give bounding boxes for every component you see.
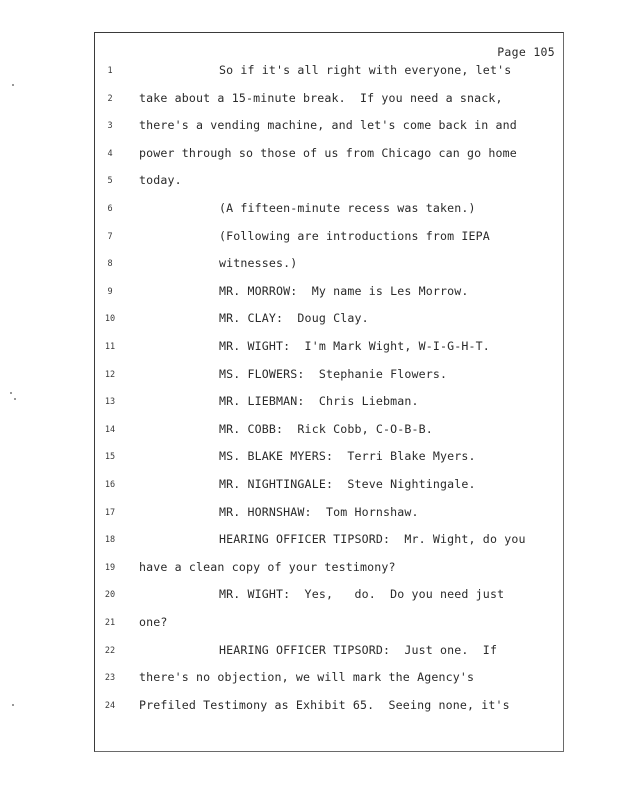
transcript-line [95, 449, 563, 469]
line-text: MR. WIGHT: Yes, do. Do you need just [219, 587, 505, 602]
scan-speck [12, 704, 14, 706]
transcript-line [95, 505, 563, 525]
transcript-line [95, 229, 563, 249]
transcript-line [95, 284, 563, 304]
line-number: 3 [107, 121, 113, 132]
transcript-line [95, 615, 563, 635]
line-text: there's no objection, we will mark the Agency's [139, 670, 475, 685]
transcript-line [95, 118, 563, 138]
line-text: MR. WIGHT: I'm Mark Wight, W-I-G-H-T. [219, 339, 490, 353]
transcript-line [95, 256, 563, 276]
transcript-line [95, 477, 563, 497]
transcript-page [94, 32, 564, 752]
line-text: (Following are introductions from IEPA [219, 228, 490, 243]
line-number: 11 [104, 342, 116, 352]
line-number: 17 [104, 507, 116, 518]
transcript-line [95, 173, 563, 193]
line-text: HEARING OFFICER TIPSORD: Just one. If [219, 642, 498, 657]
transcript-line [95, 422, 563, 442]
line-number: 7 [107, 231, 113, 242]
transcript-line [95, 394, 563, 414]
line-text: (A fifteen-minute recess was taken.) [219, 201, 476, 215]
line-text: there's a vending machine, and let's come back in and [139, 118, 517, 133]
line-number: 4 [107, 148, 113, 159]
line-number: 21 [104, 618, 116, 628]
transcript-line [95, 201, 563, 221]
line-text: have a clean copy of your testimony? [139, 559, 396, 574]
transcript-line [95, 311, 563, 331]
transcript-line [95, 91, 563, 111]
line-number: 23 [104, 673, 116, 684]
transcript-line [95, 560, 563, 580]
line-text: MR. HORNSHAW: Tom Hornshaw. [219, 504, 419, 519]
line-text: today. [139, 173, 182, 188]
transcript-line [95, 339, 563, 359]
line-text: MS. BLAKE MYERS: Terri Blake Myers. [219, 449, 476, 464]
line-number: 18 [104, 535, 116, 546]
line-number: 5 [107, 176, 113, 187]
line-text: MR. CLAY: Doug Clay. [219, 311, 369, 326]
line-text: HEARING OFFICER TIPSORD: Mr. Wight, do you [219, 532, 526, 547]
transcript-line [95, 643, 563, 663]
line-text: So if it's all right with everyone, let's [219, 63, 512, 77]
line-text: take about a 15-minute break. If you need a snack, [139, 90, 503, 105]
transcript-line [95, 587, 563, 607]
line-number: 10 [104, 314, 116, 325]
page-number: Page 105 [497, 45, 555, 59]
line-text: MR. LIEBMAN: Chris Liebman. [219, 394, 419, 409]
line-number: 20 [104, 590, 116, 601]
transcript-line [95, 532, 563, 552]
line-number: 24 [104, 700, 116, 711]
line-number: 16 [104, 480, 116, 490]
line-number: 19 [104, 562, 116, 573]
line-text: MR. COBB: Rick Cobb, C-O-B-B. [219, 421, 433, 436]
scan-speck [10, 392, 12, 394]
line-number: 9 [107, 286, 113, 297]
transcript-line [95, 146, 563, 166]
line-number: 8 [107, 259, 113, 270]
line-text: power through so those of us from Chicago can go home [139, 145, 517, 160]
scan-speck [14, 398, 16, 400]
line-text: MR. NIGHTINGALE: Steve Nightingale. [219, 477, 476, 491]
line-number: 6 [107, 204, 113, 214]
line-text: Prefiled Testimony as Exhibit 65. Seeing none, it's [139, 697, 510, 712]
line-number: 13 [104, 397, 116, 408]
transcript-line [95, 367, 563, 387]
line-number: 1 [107, 66, 113, 76]
transcript-line [95, 698, 563, 718]
line-text: MS. FLOWERS: Stephanie Flowers. [219, 366, 448, 381]
transcript-line [95, 670, 563, 690]
scan-speck [12, 84, 14, 86]
line-number: 22 [104, 645, 116, 656]
line-number: 14 [104, 424, 116, 435]
line-text: MR. MORROW: My name is Les Morrow. [219, 283, 469, 298]
line-text: one? [139, 615, 168, 629]
line-text: witnesses.) [219, 256, 298, 271]
line-number: 2 [107, 93, 113, 104]
transcript-line [95, 63, 563, 83]
line-number: 15 [104, 452, 116, 463]
line-number: 12 [104, 369, 116, 380]
